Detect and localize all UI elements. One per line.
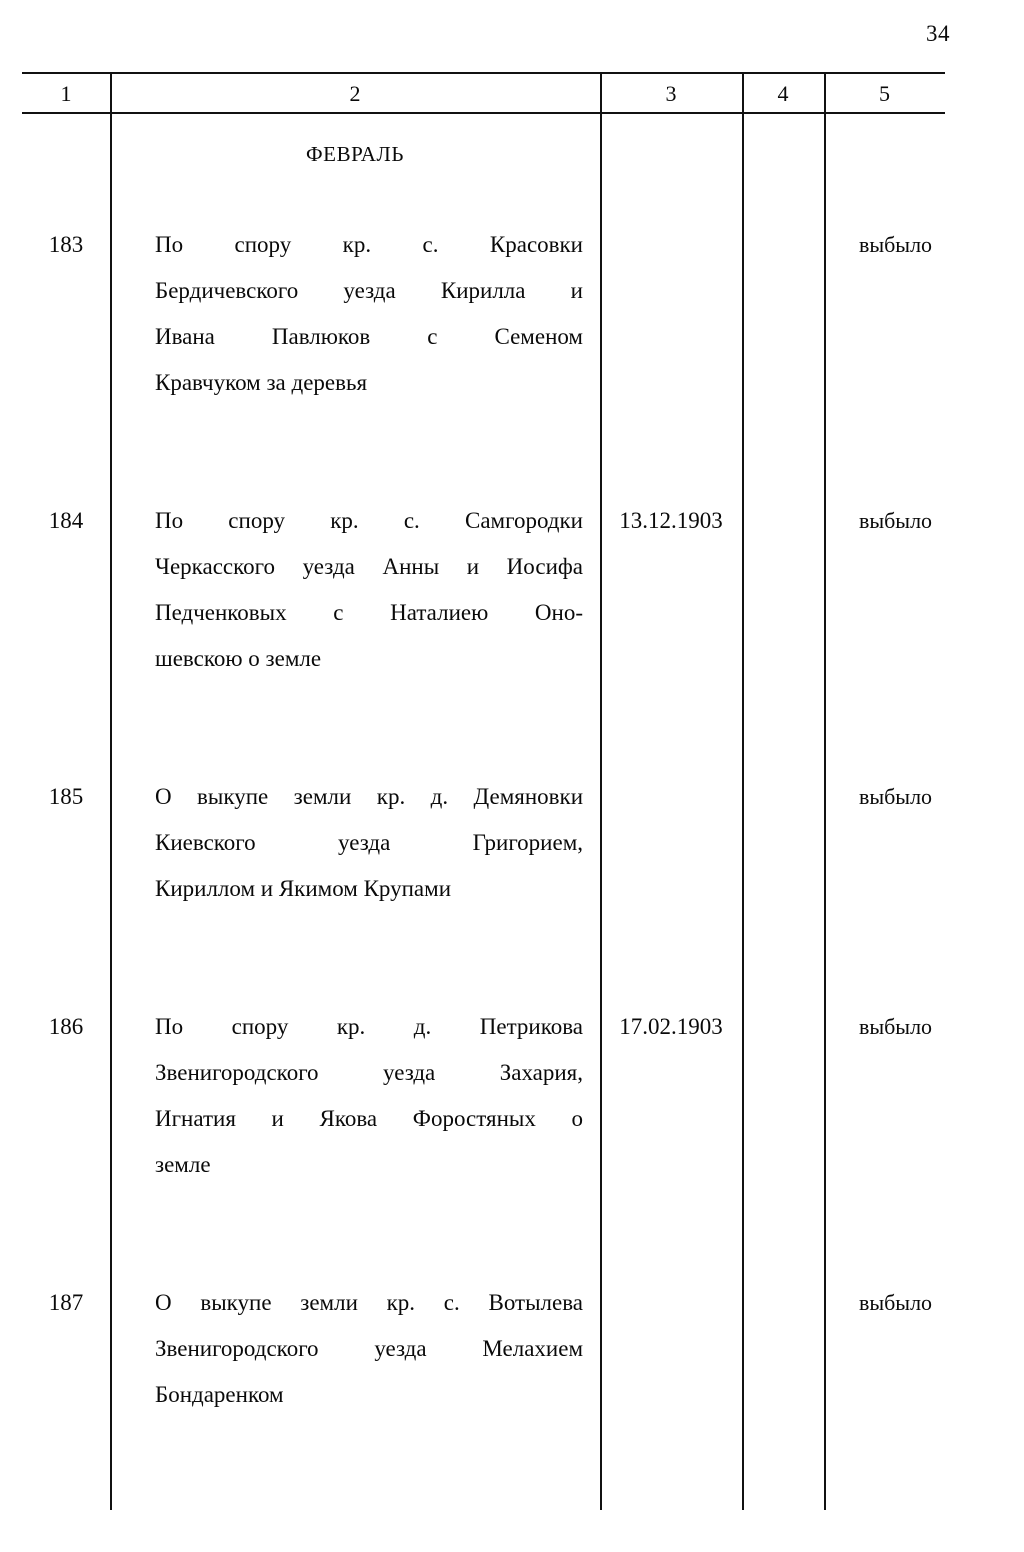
row-date: 13.12.1903: [619, 508, 723, 533]
column-divider-1: [110, 72, 112, 1510]
subject-line: Звенигородского уезда Захария,: [155, 1060, 583, 1085]
subject-line: Ивана Павлюков с Семеном: [155, 324, 583, 349]
column-header-3: 3: [665, 81, 677, 106]
row-subject: [155, 498, 583, 682]
row-number: 185: [48, 784, 84, 809]
subject-line: О выкупе земли кр. с. Вотылева: [155, 1290, 583, 1315]
row-subject: [155, 1004, 583, 1188]
subject-line: О выкупе земли кр. д. Демяновки: [155, 784, 583, 809]
subject-line: По спору кр. с. Самгородки: [155, 508, 583, 533]
row-status: выбыло: [858, 1014, 933, 1039]
subject-line: Кириллом и Якимом Крупами: [155, 876, 452, 901]
column-divider-2: [600, 72, 602, 1510]
row-number: 183: [48, 232, 84, 257]
row-subject: [155, 222, 583, 406]
row-status: выбыло: [858, 1290, 933, 1315]
row-status: выбыло: [858, 232, 933, 257]
subject-line: По спору кр. д. Петрикова: [155, 1014, 583, 1039]
subject-line: шевскою о земле: [155, 646, 322, 671]
section-caption-february: ФЕВРАЛЬ: [305, 142, 405, 166]
subject-line: Звенигородского уезда Мелахием: [155, 1336, 583, 1361]
row-number: 187: [48, 1290, 84, 1315]
row-status: выбыло: [858, 784, 933, 809]
subject-line: По спору кр. с. Красовки: [155, 232, 583, 257]
column-header-5: 5: [879, 81, 890, 106]
column-header-1: 1: [60, 81, 72, 106]
column-header-4: 4: [777, 81, 789, 106]
subject-line: Кравчуком за деревья: [155, 370, 368, 395]
subject-line: Бондаренком: [155, 1382, 284, 1407]
page-number: 34: [926, 21, 950, 46]
column-divider-3: [742, 72, 744, 1510]
subject-line: Игнатия и Якова Форостяных о: [155, 1106, 583, 1131]
subject-line: земле: [155, 1152, 211, 1177]
subject-line: Педченковых с Наталиею Оно-: [155, 600, 583, 625]
subject-line: Черкасского уезда Анны и Иосифа: [155, 554, 583, 579]
subject-line: Киевского уезда Григорием,: [155, 830, 583, 855]
row-subject: [155, 1280, 583, 1418]
register-table: [22, 72, 945, 1512]
row-date: 17.02.1903: [619, 1014, 723, 1039]
subject-line: Бердичевского уезда Кирилла и: [155, 278, 583, 303]
column-header-2: 2: [349, 81, 361, 106]
row-status: выбыло: [858, 508, 933, 533]
table-header-row: [22, 74, 945, 112]
row-number: 184: [48, 508, 84, 533]
row-number: 186: [48, 1014, 84, 1039]
table-header-rule: [22, 112, 945, 114]
row-subject: [155, 774, 583, 912]
